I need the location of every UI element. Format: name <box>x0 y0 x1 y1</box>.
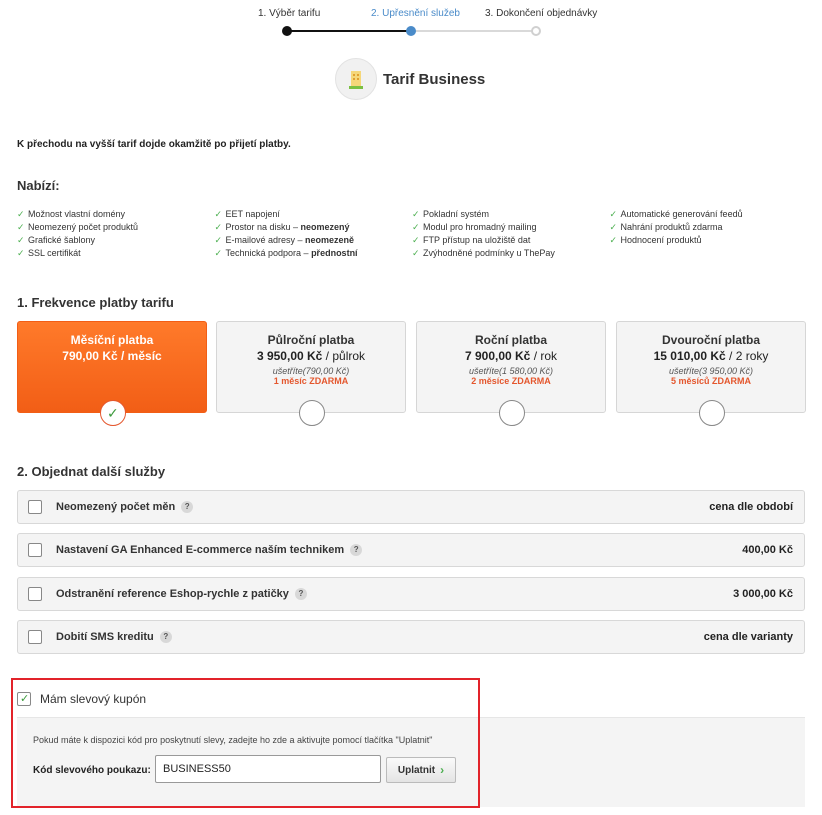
feature-item: ✓ FTP přístup na uložiště dat <box>412 235 531 245</box>
check-icon: ✓ <box>412 222 420 232</box>
feature-item: ✓ SSL certifikát <box>17 248 81 258</box>
step-1-dot[interactable] <box>282 26 292 36</box>
check-icon: ✓ <box>214 222 223 232</box>
check-icon: ✓ <box>17 248 25 258</box>
plan-name: Dvouroční platba <box>661 333 760 347</box>
feature-item: ✓ EET napojení <box>214 209 280 219</box>
plan-price: 15 010,00 Kč / 2 roky <box>653 349 769 363</box>
feature-item: ✓ Technická podpora – přednostní <box>214 248 358 258</box>
plan-name: Roční platba <box>474 333 547 347</box>
plan-saving: ušetříte(3 950,00 Kč) <box>668 366 754 376</box>
feature-item: ✓ E-mailové adresy – neomezeně <box>214 235 355 245</box>
step-2-label: 2. Upřesnění služeb <box>371 8 460 19</box>
service-checkbox[interactable] <box>28 587 42 601</box>
plan-card-two-year[interactable] <box>616 321 806 413</box>
offers-title: Nabízí: <box>17 178 60 193</box>
plan-card-yearly[interactable] <box>416 321 606 413</box>
step-3-label: 3. Dokončení objednávky <box>485 8 598 19</box>
feature-item: ✓ Automatické generování feedů <box>609 209 743 219</box>
plan-price: 790,00 Kč / měsíc <box>62 349 162 363</box>
upgrade-note: K přechodu na vyšší tarif dojde okamžitě po přijetí platby. <box>17 139 291 150</box>
check-icon: ✓ <box>412 209 420 219</box>
plan-name: Půlroční platba <box>267 333 355 347</box>
help-icon[interactable]: ? <box>295 588 307 600</box>
apply-button-label: Uplatnit <box>397 764 436 776</box>
check-icon: ✓ <box>214 209 223 219</box>
feature-item: ✓ Nahrání produktů zdarma <box>609 222 723 232</box>
service-row-currencies[interactable] <box>17 490 805 524</box>
feature-item: ✓ Prostor na disku – neomezený <box>214 222 350 232</box>
checkmark-icon: ✓ <box>107 405 119 421</box>
plan-radio[interactable] <box>100 400 126 426</box>
check-icon: ✓ <box>609 235 618 245</box>
plan-name: Měsíční platba <box>70 333 154 347</box>
feature-item: ✓ Grafické šablony <box>17 235 96 245</box>
check-icon: ✓ <box>214 248 223 258</box>
step-3-dot <box>531 26 541 36</box>
service-label: Dobití SMS kreditu ? <box>56 631 172 643</box>
plan-price: 7 900,00 Kč / rok <box>464 349 558 363</box>
step-1-label[interactable]: 1. Výběr tarifu <box>258 8 321 19</box>
feature-item: ✓ Pokladní systém <box>412 209 490 219</box>
help-icon[interactable]: ? <box>350 544 362 556</box>
tariff-header <box>335 58 485 100</box>
plan-price: 3 950,00 Kč / půlrok <box>256 349 366 363</box>
service-label: Neomezený počet měn ? <box>56 501 193 513</box>
plan-card-monthly[interactable] <box>17 321 207 421</box>
check-icon: ✓ <box>17 235 25 245</box>
building-icon-graphic <box>349 69 363 89</box>
step-progress-line <box>287 30 411 32</box>
plan-card-half-year[interactable] <box>216 321 406 413</box>
service-price: cena dle období <box>709 501 793 513</box>
coupon-help-text: Pokud máte k dispozici kód pro poskytnutí slevy, zadejte ho zde a aktivujte pomocí tlačítka "Uplatnit" <box>33 735 433 745</box>
plan-radio[interactable] <box>299 400 325 426</box>
help-icon[interactable]: ? <box>181 501 193 513</box>
coupon-highlight-frame <box>11 678 480 808</box>
step-2-dot <box>406 26 416 36</box>
coupon-checkbox-label[interactable]: Mám slevový kupón <box>40 692 147 706</box>
plan-free-months: 5 měsíců ZDARMA <box>670 376 751 386</box>
checkmark-icon: ✓ <box>20 693 30 705</box>
service-checkbox[interactable] <box>28 543 42 557</box>
feature-item: ✓ Neomezený počet produktů <box>17 222 139 232</box>
tariff-title: Tarif Business <box>383 70 486 88</box>
check-icon: ✓ <box>214 235 223 245</box>
service-price: 400,00 Kč <box>742 544 793 556</box>
step-remaining-line <box>411 30 536 32</box>
check-icon: ✓ <box>17 209 25 219</box>
feature-item: ✓ Hodnocení produktů <box>609 235 702 245</box>
services-title: 2. Objednat další služby <box>17 464 166 479</box>
service-label: Nastavení GA Enhanced E-commerce naším technikem ? <box>56 544 362 556</box>
check-icon: ✓ <box>609 209 618 219</box>
feature-item: ✓ Modul pro hromadný mailing <box>412 222 537 232</box>
plan-free-months: 1 měsíc ZDARMA <box>273 376 349 386</box>
service-label: Odstranění reference Eshop-rychle z patičky ? <box>56 588 307 600</box>
chevron-right-icon: › <box>440 763 445 777</box>
plan-radio[interactable] <box>499 400 525 426</box>
service-checkbox[interactable] <box>28 630 42 644</box>
plan-saving: ušetříte(1 580,00 Kč) <box>468 366 554 376</box>
plan-radio[interactable] <box>699 400 725 426</box>
service-row-ga-setup[interactable] <box>17 533 805 567</box>
check-icon: ✓ <box>17 222 25 232</box>
feature-column <box>17 208 215 260</box>
frequency-title: 1. Frekvence platby tarifu <box>17 295 174 310</box>
coupon-code-label: Kód slevového poukazu: <box>33 765 151 776</box>
feature-column <box>412 208 610 260</box>
feature-list <box>17 208 807 260</box>
check-icon: ✓ <box>412 248 420 258</box>
service-price: 3 000,00 Kč <box>733 588 793 600</box>
service-row-sms-credit[interactable] <box>17 620 805 654</box>
plan-saving: ušetříte(790,00 Kč) <box>272 366 350 376</box>
check-icon: ✓ <box>609 222 618 232</box>
service-checkbox[interactable] <box>28 500 42 514</box>
service-row-remove-reference[interactable] <box>17 577 805 611</box>
check-icon: ✓ <box>412 235 420 245</box>
plan-free-months: 2 měsíce ZDARMA <box>471 376 551 386</box>
help-icon[interactable]: ? <box>160 631 172 643</box>
feature-column <box>215 208 413 260</box>
feature-column <box>610 208 808 260</box>
order-stepper <box>0 0 822 40</box>
building-icon <box>335 58 377 100</box>
feature-item: ✓ Možnost vlastní domény <box>17 209 126 219</box>
feature-item: ✓ Zvýhodněné podmínky u ThePay <box>412 248 555 258</box>
service-price: cena dle varianty <box>703 631 793 643</box>
